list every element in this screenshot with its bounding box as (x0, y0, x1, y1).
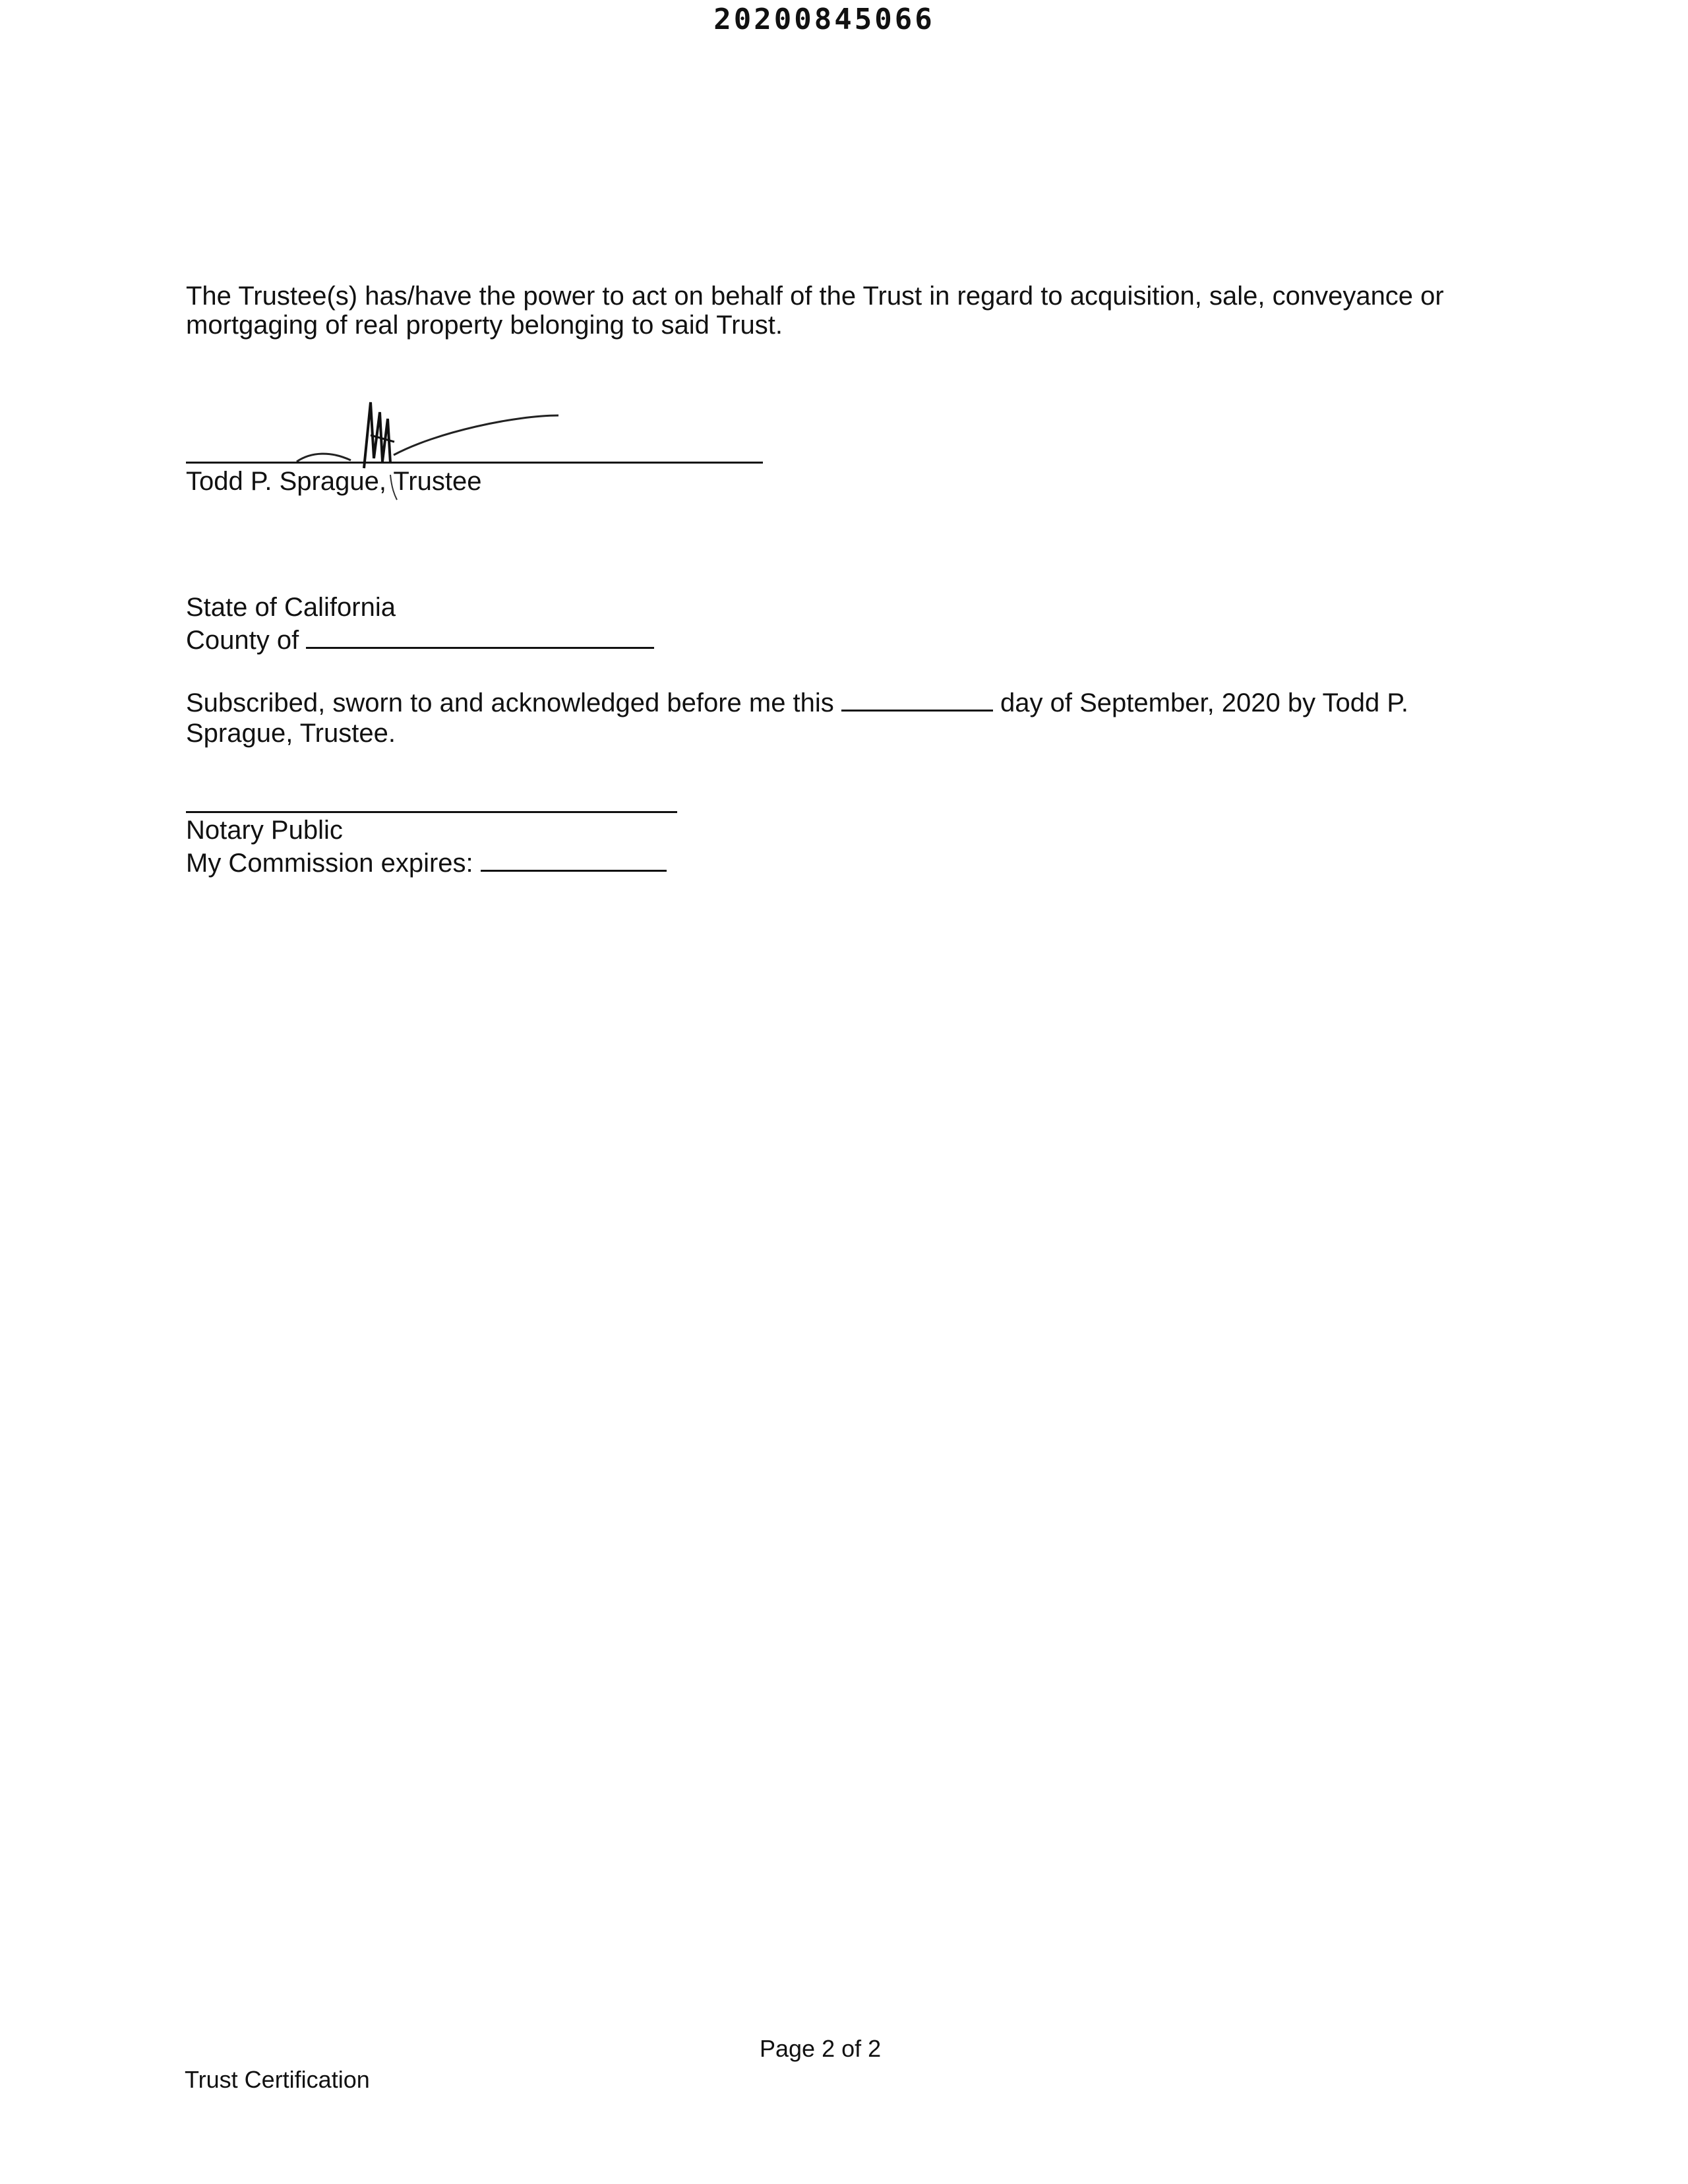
trustee-signature-block (186, 396, 779, 501)
trustee-powers-paragraph: The Trustee(s) has/have the power to act on behalf of the Trust in regard to acquisition, sale, conveyance or mortgaging of real property belonging to said Trust. (186, 282, 1444, 340)
county-line (186, 623, 654, 656)
state-line: State of California (186, 593, 396, 622)
notary-caption: Notary Public (186, 816, 343, 845)
acknowledgment-text-end: day of September, 2020 by Todd P. Sprague, Trustee. (186, 688, 1409, 748)
recording-number: 20200845066 (713, 3, 935, 36)
county-blank (306, 623, 654, 649)
page-number: Page 2 of 2 (760, 2035, 882, 2062)
notary-signature-line (186, 811, 677, 813)
venue-block (186, 592, 654, 656)
trustee-name-caption: Todd P. Sprague, Trustee (186, 467, 482, 496)
notary-block (186, 811, 677, 879)
footer-document-title: Trust Certification (185, 2066, 370, 2093)
county-label: County of (186, 626, 299, 655)
acknowledgment-text-start: Subscribed, sworn to and acknowledged before me this (186, 688, 834, 717)
trustee-signature-line (186, 462, 763, 464)
day-blank (841, 686, 993, 712)
acknowledgment-paragraph (186, 686, 1505, 748)
commission-line (186, 846, 677, 879)
commission-blank (481, 846, 667, 872)
commission-label: My Commission expires: (186, 849, 473, 878)
handwritten-signature (239, 396, 700, 514)
